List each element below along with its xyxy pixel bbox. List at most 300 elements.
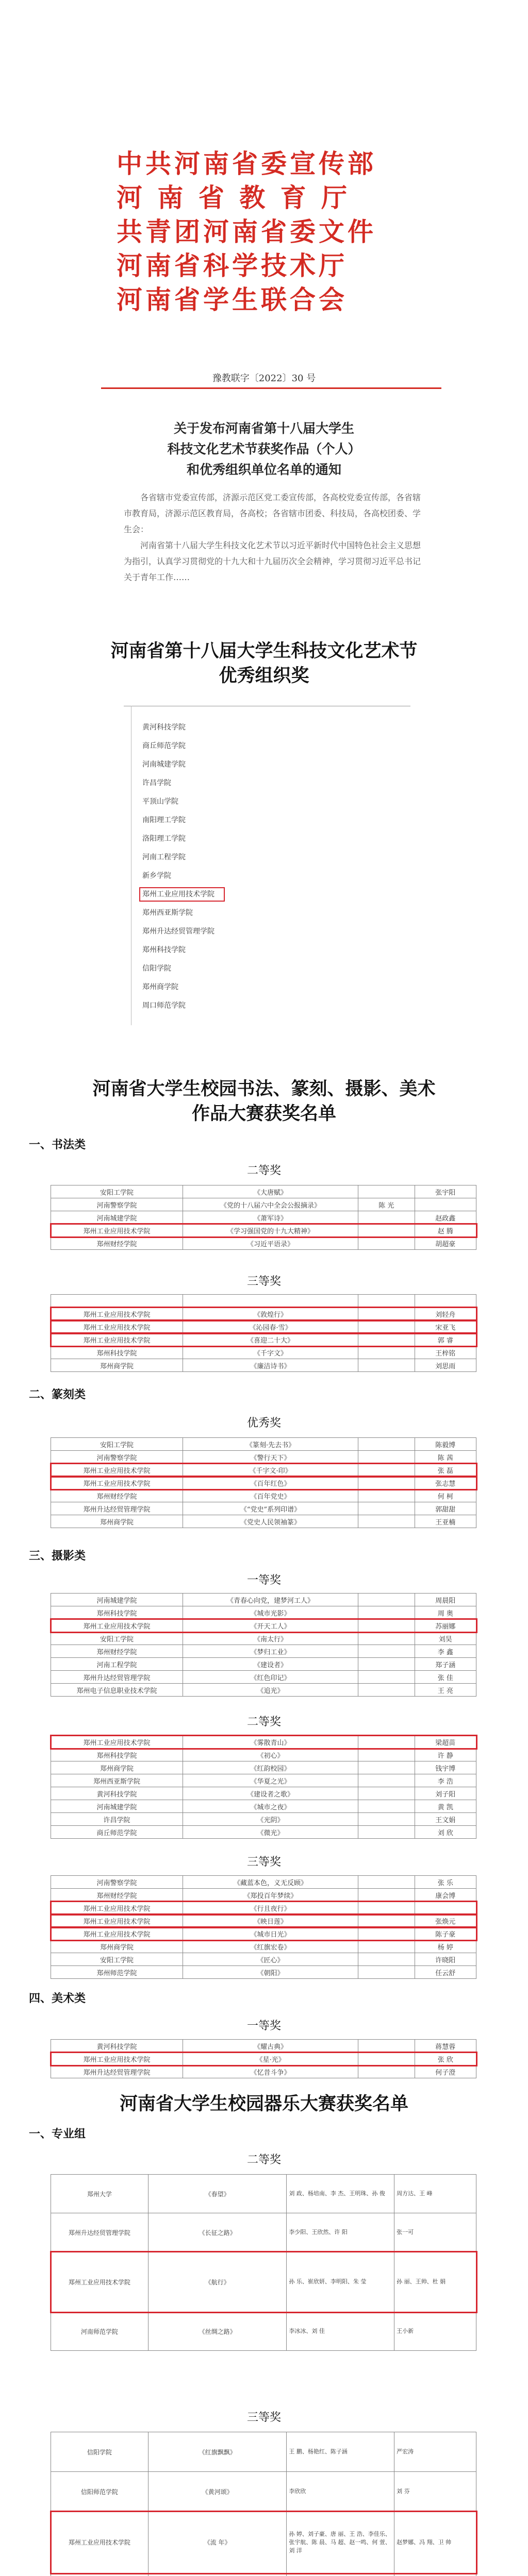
table-cell xyxy=(358,1295,415,1308)
table-cell: 张 欣 xyxy=(415,2053,476,2065)
org-heading-line: 河南省第十八届大学生科技文化艺术节 xyxy=(110,640,418,662)
table-cell: 赵 腾 xyxy=(415,1224,476,1237)
org-award-heading xyxy=(0,639,528,688)
table-cell xyxy=(415,1295,476,1308)
table-cell: 《朝阳》 xyxy=(183,1966,358,1979)
photo-third-table xyxy=(51,1875,476,1979)
notice-paragraph: 各省辖市党委宣传部，济源示范区党工委宣传部，各高校党委宣传部，各省辖市教育局，济源示范区教育局，各高校；各省辖市团委、科技局，各高校团委、学生会： xyxy=(124,493,421,534)
table-cell: 刘 欣 xyxy=(415,1826,476,1839)
table-cell: 张 乐 xyxy=(415,1876,476,1889)
table-cell xyxy=(415,1902,476,1914)
table-cell: 《郑投百年梦续》 xyxy=(183,1889,358,1902)
notice-paragraph: 河南省第十八届大学生科技文化艺术节以习近平新时代中国特色社会主义思想为指引，认真学习贯彻党的十九大和十九届历次全会精神，学习贯彻习近平总书记关于青年工作…… xyxy=(124,540,421,582)
table-row xyxy=(51,1645,476,1658)
table-row xyxy=(51,1761,476,1774)
table-cell xyxy=(394,2573,476,2576)
table-cell xyxy=(358,1684,415,1697)
table-cell: 何 柯 xyxy=(415,1489,476,1502)
table-row xyxy=(51,2065,476,2078)
table-row xyxy=(51,1477,476,1489)
table-cell: 郑州科技学院 xyxy=(51,1606,183,1619)
calligraphy-second-table xyxy=(51,1185,476,1250)
table-cell: 钱宇博 xyxy=(415,1761,476,1774)
table-cell: 《南太行》 xyxy=(183,1632,358,1645)
table-row xyxy=(51,1800,476,1813)
table-row xyxy=(51,2312,476,2351)
table-cell: 《追光》 xyxy=(183,1684,358,1697)
table-cell: 《藏蓝本色，义无反顾》 xyxy=(183,1876,358,1889)
table-row xyxy=(51,2512,476,2573)
header-title-5: 河南省学生联合会 xyxy=(117,284,348,315)
table-row xyxy=(51,1966,476,1979)
table-cell: 《微光》 xyxy=(183,1826,358,1839)
photo-first-prize-title: 一等奖 xyxy=(246,1574,281,1587)
table-cell: 安阳工学院 xyxy=(51,1632,183,1645)
table-cell: 王 亮 xyxy=(415,1684,476,1697)
table-cell: 《流 年》 xyxy=(148,2512,287,2573)
table-cell: 《大唐赋》 xyxy=(183,1185,358,1198)
table-cell: 郑州工业应用技术学院 xyxy=(51,2512,148,2573)
table-row xyxy=(51,1749,476,1761)
table-cell xyxy=(183,1295,358,1308)
table-cell: 《学习强国党的十九大精神》 xyxy=(183,1224,358,1237)
table-cell: 蒋慧蓉 xyxy=(415,2040,476,2053)
music-pro-section-title: 一、专业组 xyxy=(29,2127,86,2141)
table-cell: 《党的十八届六中全会公报摘录》 xyxy=(183,1198,358,1211)
table-cell xyxy=(358,1761,415,1774)
org-item: 黄河科技学院 xyxy=(142,723,186,732)
table-cell: 黄 凯 xyxy=(415,1800,476,1813)
table-cell: 《耀古典》 xyxy=(183,2040,358,2053)
table-cell: 郭甜甜 xyxy=(415,1502,476,1515)
table-cell: 郑州商学院 xyxy=(51,1359,183,1372)
table-cell: 《初心》 xyxy=(183,1749,358,1761)
table-cell: 许 静 xyxy=(415,1749,476,1761)
table-row xyxy=(51,2573,476,2576)
table-cell: 《梦归工业》 xyxy=(183,1645,358,1658)
table-cell: 《华夏之光》 xyxy=(183,1774,358,1787)
table-cell: 刘 政、杨培南、李 杰、王明珠、孙 俊 xyxy=(287,2175,394,2213)
table-row xyxy=(51,1515,476,1528)
table-cell: 张一可 xyxy=(394,2213,476,2252)
table-cell: 郑州升达经贸管理学院 xyxy=(51,1671,183,1684)
org-item: 商丘师范学院 xyxy=(142,742,186,750)
seal-section-title: 二、篆刻类 xyxy=(29,1388,86,1401)
table-cell: 郑州商学院 xyxy=(51,1761,183,1774)
photo-second-prize-title: 二等奖 xyxy=(246,1716,281,1728)
table-cell xyxy=(358,1800,415,1813)
table-cell: 安阳工学院 xyxy=(51,1953,183,1966)
table-row xyxy=(51,2432,476,2472)
table-cell: 郑州大学 xyxy=(51,2175,148,2213)
table-cell: 李 浩 xyxy=(415,1774,476,1787)
org-heading-line: 优秀组织奖 xyxy=(219,665,309,686)
table-cell: 郑州工业应用技术学院 xyxy=(51,1619,183,1632)
table-cell: 《红色印记》 xyxy=(183,1671,358,1684)
table-cell: 《建设者》 xyxy=(183,1658,358,1671)
table-row xyxy=(51,1658,476,1671)
table-cell: 孙 丽、王帅、杜 娟 xyxy=(394,2252,476,2312)
table-cell: 《百年红色》 xyxy=(183,1477,358,1489)
table-cell: 《沁园春·雪》 xyxy=(183,1320,358,1333)
art-section-title: 四、美术类 xyxy=(29,1992,86,2005)
table-cell: 《航行》 xyxy=(148,2252,287,2312)
table-cell xyxy=(358,2040,415,2053)
table-cell: 郑州升达经贸管理学院 xyxy=(51,1502,183,1515)
org-item: 郑州西亚斯学院 xyxy=(142,909,193,917)
table-row xyxy=(51,1927,476,1940)
calligraphy-third-table xyxy=(51,1294,476,1372)
table-cell: 《城市日光》 xyxy=(183,1927,358,1940)
table-row xyxy=(51,1502,476,1515)
seal-prize-title: 优秀奖 xyxy=(246,1417,281,1430)
table-row xyxy=(51,1606,476,1619)
table-cell: 河南警察学院 xyxy=(51,1876,183,1889)
doc-number: 豫教联字〔2022〕30 号 xyxy=(212,373,316,384)
table-cell xyxy=(358,1914,415,1927)
table-cell: 《篆刻·先去书》 xyxy=(183,1438,358,1451)
table-row xyxy=(51,1295,476,1308)
table-cell: 郑州师范学院 xyxy=(51,1966,183,1979)
table-cell: 郑子涵 xyxy=(415,1658,476,1671)
red-header-titles xyxy=(117,147,452,317)
table-row xyxy=(51,1185,476,1198)
table-cell: 康会博 xyxy=(415,1889,476,1902)
org-item: 平顶山学院 xyxy=(142,798,178,806)
table-cell xyxy=(358,1671,415,1684)
art-first-prize-title: 一等奖 xyxy=(246,2020,281,2032)
table-cell: 郑州财经学院 xyxy=(51,1645,183,1658)
notice-title xyxy=(0,418,528,480)
table-cell: 郑州升达经贸管理学院 xyxy=(51,2213,148,2252)
table-row xyxy=(51,1198,476,1211)
table-row xyxy=(51,1237,476,1250)
table-cell: 商丘师范学院 xyxy=(51,1826,183,1839)
table-cell xyxy=(358,1438,415,1451)
table-cell: 郑州工业应用技术学院 xyxy=(51,2252,148,2312)
table-cell xyxy=(358,1774,415,1787)
table-cell: 《丝绸之路》 xyxy=(148,2312,287,2351)
notice-title-line: 科技文化艺术节获奖作品（个人） xyxy=(167,442,361,456)
table-row xyxy=(51,1464,476,1477)
table-cell: 《百年党史》 xyxy=(183,1489,358,1502)
table-cell: 刘 芬 xyxy=(394,2472,476,2512)
table-cell: 杨 婷 xyxy=(415,1940,476,1953)
notice-title-line: 和优秀组织单位名单的通知 xyxy=(186,462,341,477)
table-cell xyxy=(358,1515,415,1528)
table-cell: 《千字文·印》 xyxy=(183,1464,358,1477)
table-cell xyxy=(358,1927,415,1940)
table-cell: 《开天工人》 xyxy=(183,1619,358,1632)
table-row xyxy=(51,2175,476,2213)
photo-first-table xyxy=(51,1593,476,1697)
table-row xyxy=(51,2472,476,2512)
table-cell: 郑州工业应用技术学院 xyxy=(51,1477,183,1489)
table-cell: 《习近平语录》 xyxy=(183,1237,358,1250)
calligraphy-second-prize-title: 二等奖 xyxy=(246,1164,281,1177)
table-cell xyxy=(358,1645,415,1658)
table-cell: 《“党史”系列印谱》 xyxy=(183,1502,358,1515)
table-row xyxy=(51,2252,476,2312)
notice-title-line: 关于发布河南省第十八届大学生 xyxy=(173,421,354,436)
table-cell: 河南师范学院 xyxy=(51,2312,148,2351)
table-row xyxy=(51,1632,476,1645)
table-cell: 陈 光 xyxy=(358,1198,415,1211)
table-cell xyxy=(358,1320,415,1333)
table-cell: 李 鑫 xyxy=(415,1645,476,1658)
table-row xyxy=(51,1359,476,1372)
table-row xyxy=(51,1224,476,1237)
table-cell: 王 鹏、杨艳红、陈子涵 xyxy=(287,2432,394,2472)
table-cell xyxy=(358,1308,415,1320)
table-row xyxy=(51,1902,476,1914)
table-cell xyxy=(358,2065,415,2078)
table-cell: 郑州工业应用技术学院 xyxy=(51,2053,183,2065)
table-row xyxy=(51,1320,476,1333)
table-cell: 李少阳、王欣然、许 阳 xyxy=(287,2213,394,2252)
org-item: 郑州科技学院 xyxy=(142,946,186,954)
table-cell xyxy=(358,1606,415,1619)
table-cell: 周 奥 xyxy=(415,1606,476,1619)
table-row xyxy=(51,2040,476,2053)
notice-body xyxy=(124,489,423,585)
table-cell: 《青春心向党，建梦河工人》 xyxy=(183,1594,358,1606)
table-cell: 《春望》 xyxy=(148,2175,287,2213)
table-cell: 安阳工学院 xyxy=(51,1185,183,1198)
table-cell: 张宇阳 xyxy=(415,1185,476,1198)
table-cell: 郑州财经学院 xyxy=(51,1237,183,1250)
table-cell: 张志慧 xyxy=(415,1477,476,1489)
table-row xyxy=(51,1211,476,1224)
table-cell: 《红旗飘飘》 xyxy=(148,2432,287,2472)
org-item: 许昌学院 xyxy=(142,779,171,787)
music-pro-third-prize-title: 三等奖 xyxy=(246,2411,281,2424)
photo-section-title: 三、摄影类 xyxy=(29,1549,86,1563)
table-cell: 郑州科技学院 xyxy=(51,1749,183,1761)
table-cell: 河南警察学院 xyxy=(51,1198,183,1211)
table-cell xyxy=(51,1295,183,1308)
photo-third-prize-title: 三等奖 xyxy=(246,1856,281,1869)
table-row xyxy=(51,1889,476,1902)
table-cell xyxy=(358,1826,415,1839)
table-cell xyxy=(358,1736,415,1749)
table-cell: 郑州工业应用技术学院 xyxy=(51,1308,183,1320)
table-row xyxy=(51,1774,476,1787)
table-cell: 郑州西亚斯学院 xyxy=(51,1774,183,1787)
table-cell: 郑州工业应用技术学院 xyxy=(51,1320,183,1333)
calligraphy-section-title: 一、书法类 xyxy=(29,1138,86,1151)
table-cell: 《廉洁诗书》 xyxy=(183,1359,358,1372)
table-cell: 河南城建学院 xyxy=(51,1800,183,1813)
table-cell xyxy=(358,1594,415,1606)
table-cell: 《匠心》 xyxy=(183,1953,358,1966)
table-cell xyxy=(358,1953,415,1966)
table-cell: 《星·光》 xyxy=(183,2053,358,2065)
org-item: 周口师范学院 xyxy=(142,1002,186,1010)
table-cell xyxy=(358,1813,415,1826)
table-cell: 周晨阳 xyxy=(415,1594,476,1606)
table-cell: 陈 茜 xyxy=(415,1451,476,1464)
table-row xyxy=(51,1308,476,1320)
table-cell: 安阳工学院 xyxy=(51,1438,183,1451)
table-row xyxy=(51,1333,476,1346)
table-cell: 郑州工业应用技术学院 xyxy=(51,1736,183,1749)
org-item: 郑州商学院 xyxy=(142,983,178,991)
table-cell xyxy=(358,1346,415,1359)
table-cell: 任云舒 xyxy=(415,1966,476,1979)
table-cell: 严宏涛 xyxy=(394,2432,476,2472)
header-title-1: 中共河南省委宣传部 xyxy=(117,148,376,179)
table-cell: 《喜迎二十大》 xyxy=(183,1333,358,1346)
table-cell: 河南警察学院 xyxy=(51,1451,183,1464)
table-row xyxy=(51,1953,476,1966)
table-cell: 《光阴》 xyxy=(183,1813,358,1826)
org-item: 郑州升达经贸管理学院 xyxy=(142,927,214,936)
calligraphy-third-prize-title: 三等奖 xyxy=(246,1275,281,1288)
table-cell xyxy=(358,1632,415,1645)
table-cell: 孙 婷、刘子豪、唐 丽、王 浩、李佳乐、张宇航、陈 晨、马 超、赵一鸣、何 萱、刘 洋 xyxy=(287,2512,394,2573)
table-cell xyxy=(148,2573,287,2576)
table-row xyxy=(51,1451,476,1464)
art-table xyxy=(51,2039,476,2078)
seal-table xyxy=(51,1437,476,1528)
table-cell xyxy=(358,1464,415,1477)
table-cell: 河南工程学院 xyxy=(51,1658,183,1671)
table-cell: 郑州财经学院 xyxy=(51,1489,183,1502)
table-cell xyxy=(358,1787,415,1800)
org-item: 郑州工业应用技术学院 xyxy=(140,888,224,901)
table-cell: 胡超豪 xyxy=(415,1237,476,1250)
table-cell xyxy=(358,1185,415,1198)
table-row xyxy=(51,1826,476,1839)
table-cell: 《萧军诗》 xyxy=(183,1211,358,1224)
table-cell: 王文娟 xyxy=(415,1813,476,1826)
table-cell: 许晓阳 xyxy=(415,1953,476,1966)
table-cell: 郑州工业应用技术学院 xyxy=(51,1464,183,1477)
table-cell xyxy=(358,1749,415,1761)
table-cell: 郭 睿 xyxy=(415,1333,476,1346)
table-cell xyxy=(358,2053,415,2065)
table-cell xyxy=(358,1902,415,1914)
table-cell: 王小新 xyxy=(394,2312,476,2351)
table-cell: 《红韵校园》 xyxy=(183,1761,358,1774)
table-cell: 郑州工业应用技术学院 xyxy=(51,1333,183,1346)
table-cell xyxy=(358,1477,415,1489)
table-cell: 刘轻舟 xyxy=(415,1308,476,1320)
header-title-2: 河 南 省 教 育 厅 xyxy=(117,182,351,213)
table-cell xyxy=(358,1966,415,1979)
table-cell xyxy=(51,2573,148,2576)
table-cell xyxy=(358,1359,415,1372)
table-cell xyxy=(358,1619,415,1632)
table-cell: 信阳学院 xyxy=(51,2432,148,2472)
table-cell: 陈子豪 xyxy=(415,1927,476,1940)
music-pro-second-prize-title: 二等奖 xyxy=(246,2154,281,2166)
table-cell: 王梓铭 xyxy=(415,1346,476,1359)
table-cell: 郑州工业应用技术学院 xyxy=(51,1902,183,1914)
table-cell: 郑州商学院 xyxy=(51,1940,183,1953)
table-cell: 赵梦娜、冯 翔、卫 帅 xyxy=(394,2512,476,2573)
table-cell: 郑州商学院 xyxy=(51,1515,183,1528)
table-cell: 赵政鑫 xyxy=(415,1211,476,1224)
table-cell: 郑州工业应用技术学院 xyxy=(51,1927,183,1940)
table-cell xyxy=(358,1237,415,1250)
table-cell: 河南城建学院 xyxy=(51,1211,183,1224)
table-cell: 《城市之夜》 xyxy=(183,1800,358,1813)
table-cell: 张 佳 xyxy=(415,1671,476,1684)
table-cell: 信阳师范学院 xyxy=(51,2472,148,2512)
table-cell: 《千字文》 xyxy=(183,1346,358,1359)
table-cell xyxy=(287,2573,394,2576)
table-cell: 李冰冰、刘 佳 xyxy=(287,2312,394,2351)
table-cell: 《行且夜行》 xyxy=(183,1902,358,1914)
header-title-3: 共青团河南省委文件 xyxy=(117,216,376,247)
photo-second-table xyxy=(51,1735,476,1839)
table-cell: 许昌学院 xyxy=(51,1813,183,1826)
table-cell: 宋亚飞 xyxy=(415,1320,476,1333)
table-row xyxy=(51,1876,476,1889)
org-item: 河南工程学院 xyxy=(142,853,186,861)
competition-heading xyxy=(0,1077,528,1126)
table-row xyxy=(51,1438,476,1451)
table-cell xyxy=(358,1451,415,1464)
table-cell: 刘思雨 xyxy=(415,1359,476,1372)
table-cell: 郑州工业应用技术学院 xyxy=(51,1224,183,1237)
table-row xyxy=(51,1736,476,1749)
org-list xyxy=(124,706,410,1025)
table-cell: 刘子阳 xyxy=(415,1787,476,1800)
table-row xyxy=(51,1684,476,1697)
table-row xyxy=(51,1940,476,1953)
table-cell: 张焕元 xyxy=(415,1914,476,1927)
competition-heading-line: 作品大赛获奖名单 xyxy=(191,1103,336,1124)
table-cell: 《敦煌行》 xyxy=(183,1308,358,1320)
table-cell: 《黄河颂》 xyxy=(148,2472,287,2512)
table-cell: 郑州财经学院 xyxy=(51,1889,183,1902)
table-cell xyxy=(358,1211,415,1224)
table-cell: 河南城建学院 xyxy=(51,1594,183,1606)
table-cell: 黄河科技学院 xyxy=(51,1787,183,1800)
table-cell: 《警行天下》 xyxy=(183,1451,358,1464)
table-cell: 张 磊 xyxy=(415,1464,476,1477)
table-row xyxy=(51,1346,476,1359)
table-cell: 郑州升达经贸管理学院 xyxy=(51,2065,183,2078)
table-cell: 《党史人民领袖篆》 xyxy=(183,1515,358,1528)
table-cell: 《建设者之歌》 xyxy=(183,1787,358,1800)
table-cell: 《雾散青山》 xyxy=(183,1736,358,1749)
org-item: 信阳学院 xyxy=(142,964,171,973)
org-item: 洛阳理工学院 xyxy=(142,835,186,843)
red-divider xyxy=(101,387,441,389)
header-title-4: 河南省科学技术厅 xyxy=(117,250,348,281)
table-row xyxy=(51,1787,476,1800)
table-cell: 何子澄 xyxy=(415,2065,476,2078)
table-cell: 王亚楠 xyxy=(415,1515,476,1528)
music-pro-second-table xyxy=(51,2174,476,2351)
table-cell: 郑州电子信息职业技术学院 xyxy=(51,1684,183,1697)
table-cell: 《忆昔斗争》 xyxy=(183,2065,358,2078)
table-row xyxy=(51,2053,476,2065)
table-cell xyxy=(358,1658,415,1671)
org-item: 新乡学院 xyxy=(142,872,171,880)
table-row xyxy=(51,2213,476,2252)
competition-heading-line: 河南省大学生校园书法、篆刻、摄影、美术 xyxy=(92,1078,436,1099)
table-row xyxy=(51,1671,476,1684)
table-cell xyxy=(358,1889,415,1902)
table-row xyxy=(51,1914,476,1927)
table-cell xyxy=(358,1489,415,1502)
table-row xyxy=(51,1489,476,1502)
